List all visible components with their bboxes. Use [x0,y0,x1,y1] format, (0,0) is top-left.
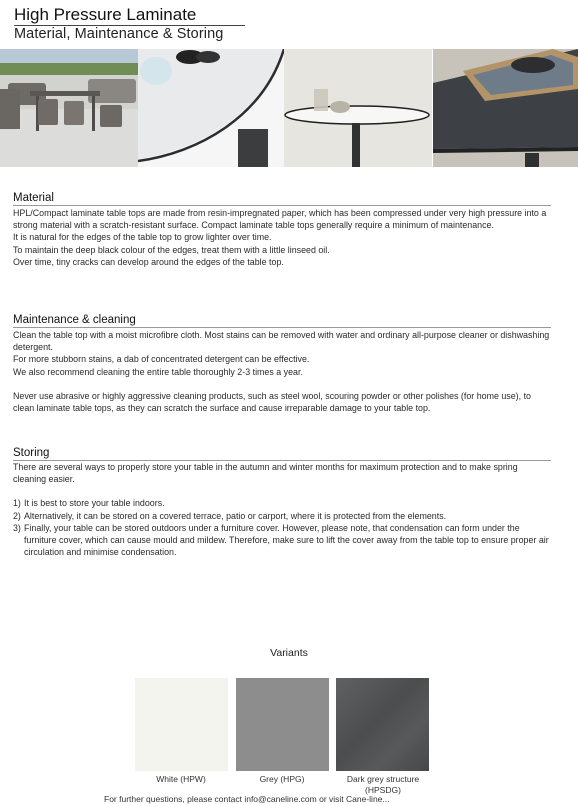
step-number: 2) [13,510,21,521]
storing-steps [13,497,553,558]
step-text: Alternatively, it can be stored on a covered terrace, patio or carport, where it is protected from the elements. [24,510,447,521]
step-text: It is best to store your table indoors. [24,498,165,509]
maintenance-text [13,329,553,414]
material-line: HPL/Compact laminate table tops are made from resin-impregnated paper, which has been compressed under very high pressure into a strong material with a scratch-resistant surface. Compact laminate table tops generally require a minimum of maintenance. [13,208,547,231]
swatch-white [135,678,228,771]
variant-label-dark-grey: Dark grey structure (HPSDG) [346,774,420,795]
material-text [13,207,553,268]
storing-intro: There are several ways to properly store your table in the autumn and winter months for maximum protection and to make spring cleaning easier. [13,462,518,485]
maintenance-line: Clean the table top with a moist microfibre cloth. Most stains can be removed with water and ordinary all-purpose cleaner or dishwashing detergent. [13,330,550,353]
footer-text: For further questions, please contact info@caneline.com or visit Cane-line... [104,794,390,804]
variants-heading: Variants [270,647,308,659]
storing-step [13,522,553,559]
material-line: To maintain the deep black colour of the edges, treat them with a little linseed oil. [13,244,330,255]
swatch-grey [236,678,329,771]
storing-text [13,461,553,558]
bistro-table-photo [284,49,432,167]
step-number: 3) [13,522,21,533]
dark-table-top-photo [433,49,578,167]
material-line: Over time, tiny cracks can develop around the edges of the table top. [13,256,284,267]
storing-heading: Storing [13,446,551,461]
maintenance-line: We also recommend cleaning the entire table thoroughly 2-3 times a year. [13,366,303,377]
maintenance-heading: Maintenance & cleaning [13,313,551,328]
maintenance-line: For more stubborn stains, a dab of concentrated detergent can be effective. [13,354,310,365]
white-table-top-photo [138,49,284,167]
material-line: It is natural for the edges of the table top to grow lighter over time. [13,232,272,243]
variant-label-grey: Grey (HPG) [259,774,305,784]
outdoor-lounge-photo [0,49,138,167]
step-number: 1) [13,498,21,509]
storing-step [13,510,553,522]
maintenance-warning: Never use abrasive or highly aggressive cleaning products, such as steel wool, scouring powder or other polishes (for home use), to clean laminate table tops, as they can scratch the surface and cause irreparable damage to your table top. [13,390,531,414]
document-title: High Pressure Laminate [14,5,245,26]
step-text: Finally, your table can be stored outdoors under a furniture cover. However, please note, that condensation can form under the furniture cover, which can cause mould and mildew. Therefore, make sure to lift the cover away from the table top to ensure proper air circulation and minimise condensation. [24,522,549,558]
variant-label-white: White (HPW) [156,774,206,784]
photo-strip [0,49,578,167]
storing-step [13,497,553,509]
swatch-dark-grey [336,678,429,771]
document-subtitle: Material, Maintenance & Storing [14,26,224,42]
material-heading: Material [13,191,551,206]
